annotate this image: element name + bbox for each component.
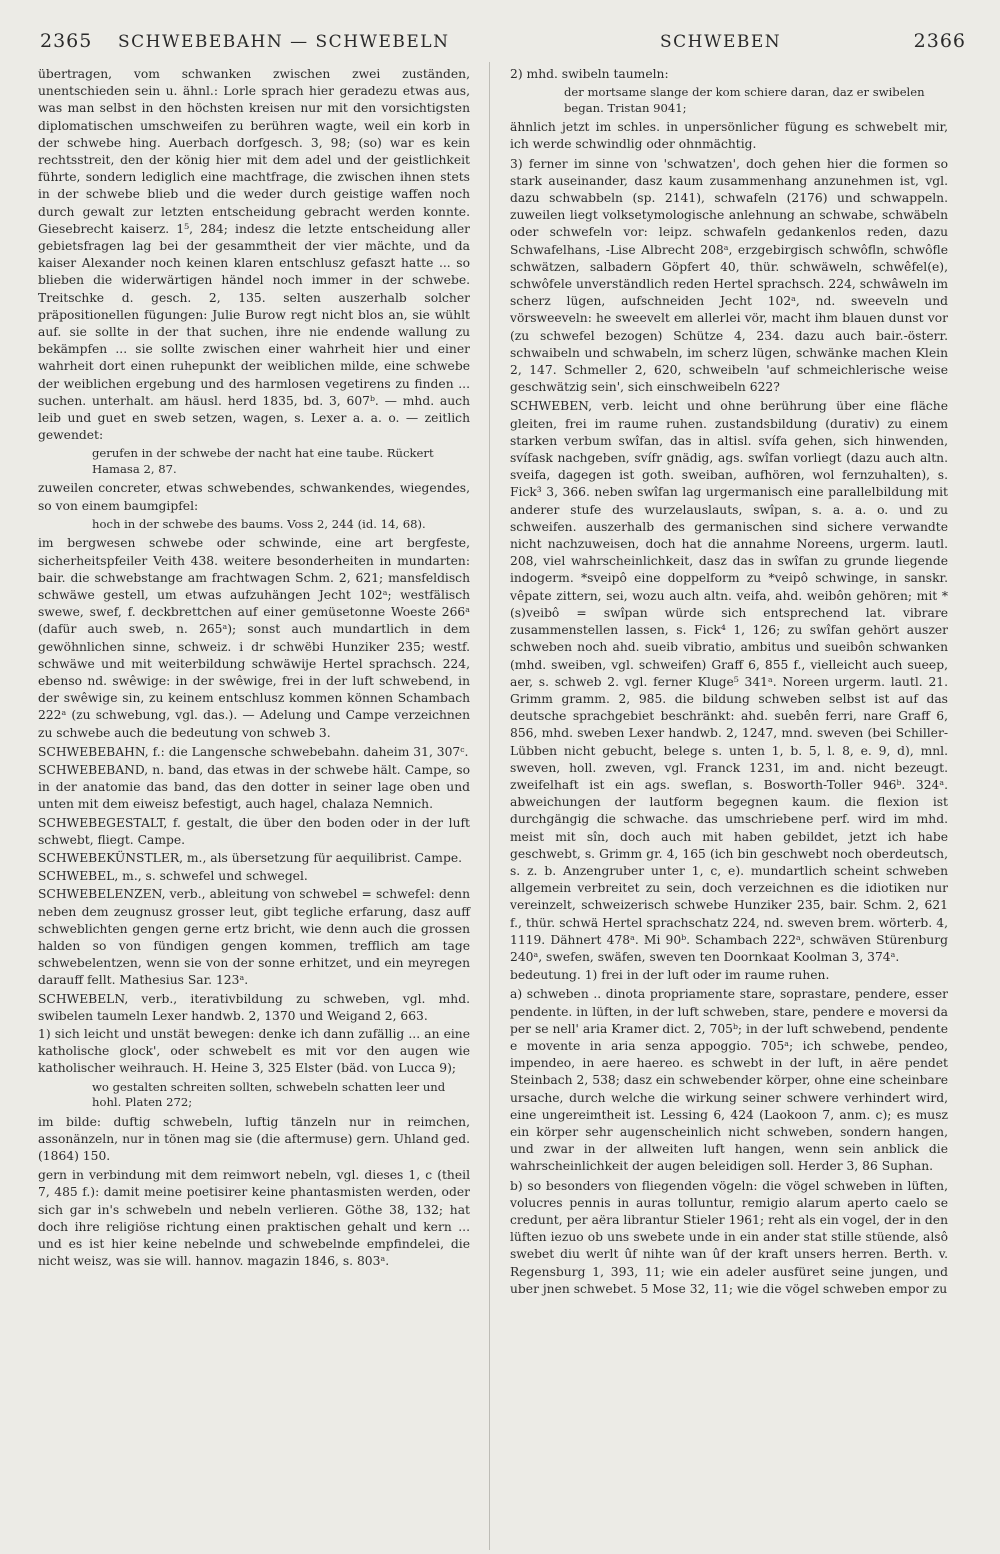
paragraph: a) schweben .. dinota propriamente stare, soprastare, pendere, esser pendente. in lüften, in der luft schweben, stare, pendere e moversi da per se nell' aria Kramer dict. 2, 705ᵇ; in der luft schwebend, pendente e movente in aria senza appoggio. 705ᵃ; ich schwebe, pendeo, impendeo, in aere haereo. es schwebt in der luft, in aëre pendet Steinbach 2, 538; dasz ein schwebender körper, ohne eine scheinbare ursache, durch welche die wirkung seiner schwere verhindert wird, eine ungereimtheit ist. Lessing 6, 424 (Laokoon 7, anm. c); es musz ein körper sehr augenscheinlich nicht schweben, sondern hangen, und zwar in der allweiten luft hangen, wenn sein anblick die wahrscheinlichkeit der augen beleidigen soll. Herder 3, 86 Suphan.	[510, 987, 948, 1174]
entry-schwebekuenstler: SCHWEBEKÜNSTLER, m., als übersetzung für aequilibrist. Campe.	[38, 851, 463, 866]
paragraph: ähnlich jetzt im schles. in unpersönlicher fügung es schwebelt mir, ich werde schwindlig oder ohnmächtig.	[510, 120, 948, 152]
paragraph: 2) mhd. swibeln taumeln:	[510, 67, 669, 81]
left-column	[38, 66, 470, 1273]
verse-quote: wo gestalten schreiten sollten, schwebeln schatten leer und hohl. Platen 272;	[92, 1079, 446, 1110]
paragraph: gern in verbindung mit dem reimwort nebeln, vgl. dieses 1, c (theil 7, 485 f.): damit meine poetisirer keine phantasmisten werden, oder sich gar in's schwebeln und nebeln verlieren. Göthe 38, 132; hat doch ihre religiöse richtung einen praktischen gehalt und kern ... und es ist hier keine nebelnde und schwebelnde empfindelei, die nicht weisz, was sie will. hannov. magazin 1846, s. 803ᵃ.	[38, 1168, 470, 1269]
entry-schwebebahn: SCHWEBEBAHN, f.: die Langensche schwebebahn. daheim 31, 307ᶜ.	[38, 744, 469, 759]
verse-quote: gerufen in der schwebe der nacht hat eine taube. Rückert Hamasa 2, 87.	[92, 446, 434, 476]
right-page-number: 2366	[913, 30, 966, 52]
paragraph: übertragen, vom schwanken zwischen zwei zuständen, unentschieden sein u. ähnl.: Lorle sprach hier geradezu etwas aus, was man selbst in den höchsten kreisen nur mit den vorsichtigsten diplomatischen umschweifen zu berühren wagte, weil ein korb in der schwebe hing. Auerbach dorfgesch. 3, 98; (so) war es kein rechtsstreit, den der könig hier mit dem adel und der geistlichkeit führte, sondern lediglich eine machtfrage, die zwischen ihnen stets in der schwebe blieb und die weder durch geistige waffen noch durch gewalt zur letzten entscheidung gebracht werden konnte. Giesebrecht kaiserz. 1⁵, 284; indesz die letzte entscheidung aller gebietsfragen lag bei der gesammtheit der vier mächte, und da kaiser Alexander noch keinen klaren entschlusz gefaszt hatte ... so blieben die widerwärtigen händel noch immer in der schwebe. Treitschke d. gesch. 2, 135. selten auszerhalb solcher präpositionellen fügungen: Julie Burow regt nicht blos an, sie wühlt auf. sie sollte in der that suchen, ihre nie endende wallung zu bekämpfen ... sie sollte zwischen einer wahrheit hier und einer wahrheit dort einen ruhepunkt der weiblichen milde, eine schwebe der weiblichen ergebung und des harmlosen vegetirens zu finden ... suchen. unterhalt. am häusl. herd 1835, bd. 3, 607ᵇ. — mhd. auch leib und guet en sweb setzen, wagen, s. Lexer a. a. o. — zeitlich gewendet:	[38, 67, 470, 443]
entry-schweben: SCHWEBEN, verb. leicht und ohne berührung über eine fläche gleiten, frei im raume ruhen. zustandsbildung (durativ) zu einem starken verbum swîfan, das in altisl. svífa gehen, sich hinwenden, svífask nachgeben, svífr gnädig, ags. swîfan vorliegt (dazu auch altn. sveifa, dagegen ist goth. sweiban, aufhören, wol fernzuhalten), s. Fick³ 3, 366. neben swîfan lag urgermanisch eine parallelbildung mit anderer stufe des wurzelauslauts, swîpan, s. a. a. o. und zu schweifen. auszerhalb des germanischen sind sichere verwandte nicht nachzuweisen, doch hat die annahme Noreens, urgerm. lautl. 208, viel wahrscheinlichkeit, dasz das in swîfan zu grunde liegende indogerm. *sveipô eine doppelform zu *veipô schwinge, in sanskr. vêpate zittern, sei, wozu auch altn. veifa, ahd. weibôn gehören; mit *(s)veibô = swîpan würde sich entsprechend lat. vibrare zusammenstellen lassen, s. Fick⁴ 1, 126; zu swîfan gehört auszer schweben noch ahd. sueib vibratio, ambitus und sueibôn schwanken (mhd. sweiben, vgl. schweifen) Graff 6, 855 f., vielleicht auch sueep, aer, s. schweb 2. vgl. ferner Kluge⁵ 341ᵃ. Noreen urgerm. lautl. 21. Grimm gramm. 2, 985. die bildung schweben selbst ist auf das deutsche sprachgebiet beschränkt: ahd. suebên ferri, nare Graff 6, 856, mhd. sweben Lexer handwb. 2, 1247, mnd. sweven (bei Schiller-Lübben nicht gebucht, belege s. unten 1, b. 5, l. 8, e. 9, d), mnl. sweven, holl. zweven, vgl. Franck 1231, im and. nicht bezeugt. zweifelhaft ist ein ags. sweflan, s. Bosworth-Toller 946ᵇ. 324ᵃ. abweichungen der lautform begegnen kaum. die flexion ist durchgängig die schwache. das umschriebene perf. wird im mhd. meist mit sîn, doch auch mit haben gebildet, jetzt ich habe geschwebt, s. Grimm gr. 4, 165 (ich bin geschwebt noch oberdeutsch, s. z. b. Anzengruber unter 1, c, e). mundartlich scheint schweben allgemein verbreitet zu sein, doch verzeichnen es die idiotiken nur vereinzelt, schweizerisch schwebe Hunziker 235, bair. Schm. 2, 621 f., thür. schwä Hertel sprachschatz 224, nd. sweven brem. wörterb. 4, 1119. Dähnert 478ᵃ. Mi 90ᵇ. Schambach 222ᵃ, schwäven Stürenburg 240ᵃ, swefen, swäfen, sweven ten Doornkaat Koolman 3, 374ᵃ.	[510, 399, 948, 964]
verse-quote: hoch in der schwebe des baums. Voss 2, 244 (id. 14, 68).	[92, 516, 426, 531]
entry-schwebeband: SCHWEBEBAND, n. band, das etwas in der schwebe hält. Campe, so in der anatomie das band, das den dotter in seiner lage oben und unten mit dem eiweisz befestigt, auch hagel, chalaza Nemnich.	[38, 763, 470, 812]
paragraph: im bilde: duftig schwebeln, luftig tänzeln nur in reimchen, assonänzeln, nur in tönen mag sie (die aftermuse) gern. Uhland ged. (1864) 150.	[38, 1114, 470, 1164]
entry-schwebeln: SCHWEBELN, verb., iterativbildung zu schweben, vgl. mhd. swibelen taumeln Lexer handwb. 2, 1370 und Weigand 2, 663.	[38, 991, 470, 1023]
page-header	[40, 30, 966, 58]
entry-schwebel: SCHWEBEL, m., s. schwefel und schwegel.	[38, 869, 308, 884]
left-running-head: SCHWEBEBAHN — SCHWEBELN	[118, 32, 450, 52]
paragraph: im bergwesen schwebe oder schwinde, eine art bergfeste, sicherheitspfeiler Veith 438. weitere besonderheiten in mundarten: bair. die schwebstange am frachtwagen Schm. 2, 621; mansfeldisch schwäwe gestell, um etwas aufzuhängen Jecht 102ᵃ; westfälisch swewe, swef, f. deckbrettchen auf einer gemüsetonne Woeste 266ᵃ (dafür auch sweb, n. 265ᵃ); sonst auch mundartlich in dem gewöhnlichen sinne, schweiz. i dr schwëbi Hunziker 235; westf. schwäwe und mit weiterbildung schwäwije Hertel sprachsch. 224, ebenso nd. swêwige: in der swêwige, frei in der luft schwebend, in der swêwige sin, zu keinem entschlusz kommen können Schambach 222ᵃ (zu schwebung, vgl. das.). — Adelung und Campe verzeichnen zu schwebe auch die bedeutung von schweb 3.	[38, 536, 470, 740]
verse-quote: der mortsame slange der kom schiere daran, daz er swibelen began. Tristan 9041;	[564, 85, 925, 115]
paragraph: zuweilen concreter, etwas schwebendes, schwankendes, wiegendes, so von einem baumgipfel:	[38, 481, 470, 513]
right-running-head: SCHWEBEN	[660, 32, 782, 52]
entry-schwebegestalt: SCHWEBEGESTALT, f. gestalt, die über den boden oder in der luft schwebt, fliegt. Campe.	[38, 815, 470, 847]
paragraph: b) so besonders von fliegenden vögeln: die vögel schweben in lüften, volucres pennis in auras tolluntur, remigio alarum aperto caelo se credunt, per aëra librantur Stieler 1961; reht als ein vogel, der in den lüften iezuo ob uns swebete unde in ein ander stat stille stüende, alsô swebet diu werlt ûf nihte wan ûf der kraft unsers herren. Berth. v. Regensburg 1, 393, 11; wie ein adeler ausfüret seine jungen, und uber jnen schwebet. 5 Mose 32, 11; wie die vögel schweben empor zu	[510, 1178, 948, 1296]
paragraph: 3) ferner im sinne von 'schwatzen', doch gehen hier die formen so stark auseinander, dasz kaum zusammenhang anzunehmen ist, vgl. dazu schwabbeln (sp. 2141), schwafeln (2176) und schwappeln. zuweilen liegt volksetymologische anlehnung an schwabe, schwäbeln oder schwefeln vor: leipz. schwafeln gedankenlos reden, dazu Schwafelhans, -Lise Albrecht 208ᵃ, erzgebirgisch schwôfln, schwôfle schwätzen, salbadern Göpfert 40, thür. schwäweln, schwêfel(e), schwôfele unverständlich reden Hertel sprachsch. 224, schwâweln im scherz lügen, aufschneiden Jecht 102ᵃ, nd. sweeveln und vörsweeveln: he sweevelt em allerlei vör, macht ihm blauen dunst vor (zu schwefel bezogen) Schütze 4, 234. dazu auch bair.-österr. schwaibeln und schwabeln, im scherz lügen, schwänke machen Klein 2, 147. Schmeller 2, 620, schweibeln 'auf schmeichlerische weise geschwätzig sein', sich einschweibeln 622?	[510, 156, 948, 395]
left-page-number: 2365	[40, 30, 93, 52]
entry-schwebelenzen: SCHWEBELENZEN, verb., ableitung von schwebel = schwefel: denn neben dem zeugnusz grosser leut, gibt tegliche erfarung, dasz auff schweblichten gengen gerne ertz bricht, wie denn auch die grossen halden so von fündigen gengen kommen, trefflich am tage schwebelentzen, wenn sie von der sonne erhitzet, und ein meyregen darauff fellt. Mathesius Sar. 123ᵃ.	[38, 887, 470, 988]
column-divider	[489, 62, 490, 1550]
paragraph: 1) sich leicht und unstät bewegen: denke ich dann zufällig ... an eine katholische glock', oder schwebelt es mit vor den augen wie katholischer weihrauch. H. Heine 3, 325 Elster (bäd. von Lucca 9);	[38, 1027, 470, 1076]
paragraph: bedeutung. 1) frei in der luft oder im raume ruhen.	[510, 968, 830, 983]
right-column	[510, 66, 948, 1300]
